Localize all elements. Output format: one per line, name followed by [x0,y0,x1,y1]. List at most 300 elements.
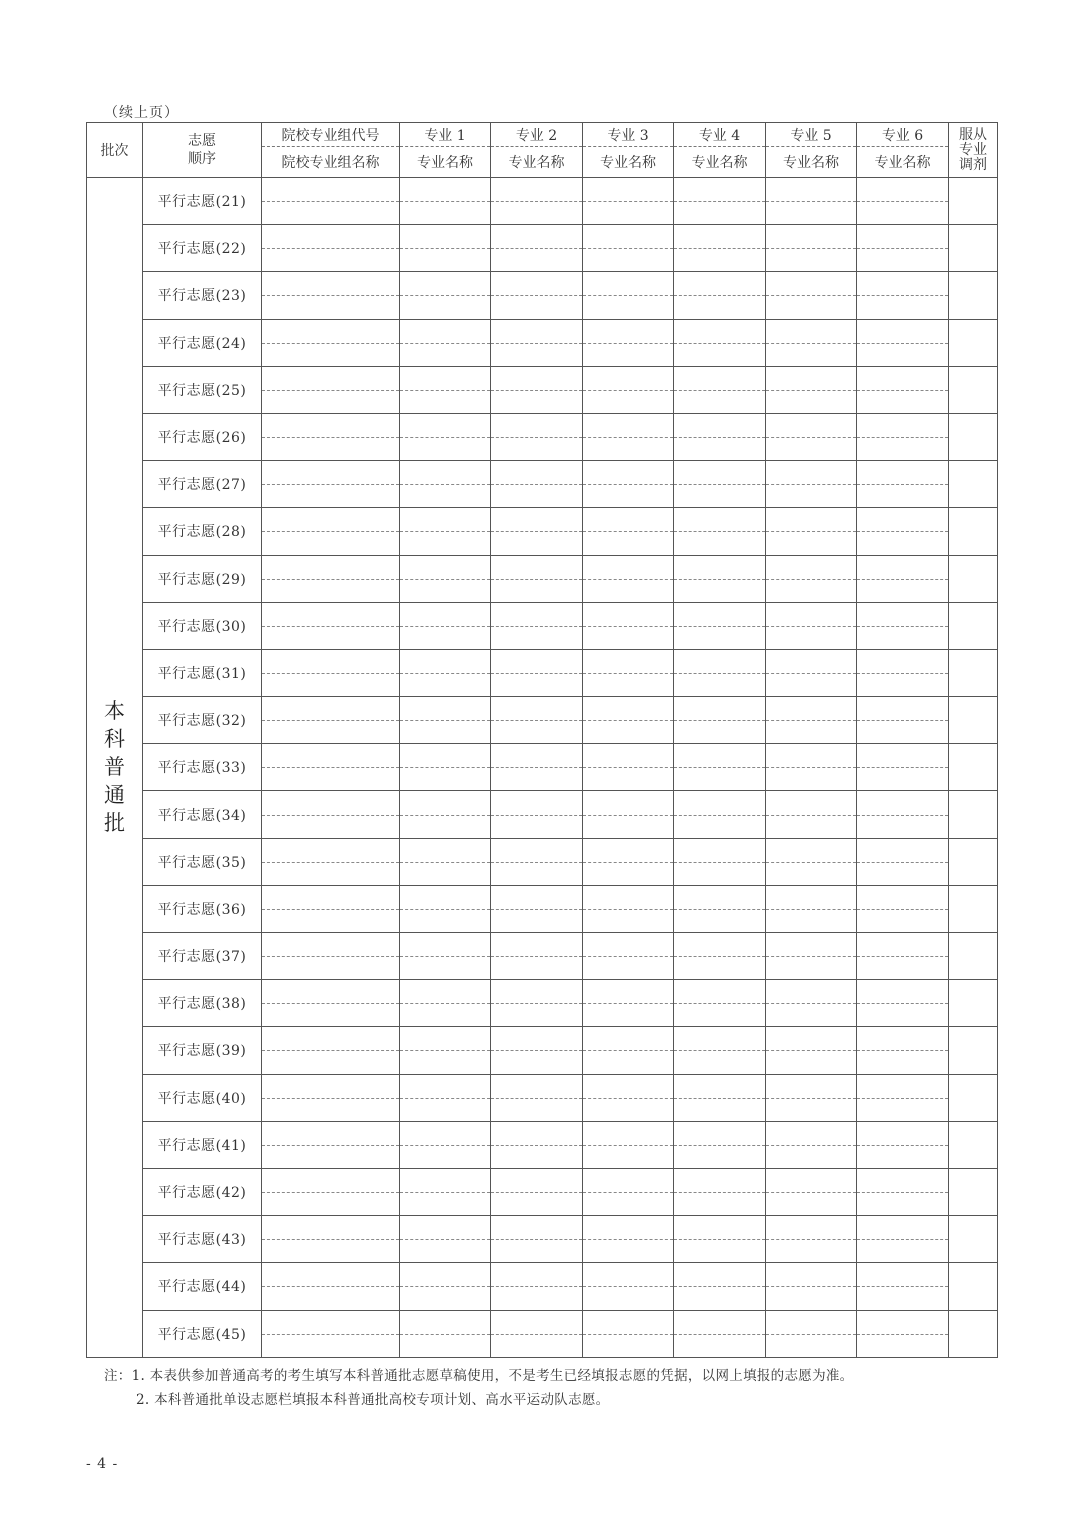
major-4-entry-cell[interactable] [674,980,766,1027]
major-6-entry-cell[interactable] [857,413,949,460]
major-4-entry-cell[interactable] [674,1263,766,1310]
major-4-entry-cell[interactable] [674,1310,766,1357]
major-6-entry-cell[interactable] [857,1168,949,1215]
dashed-divider [766,531,856,532]
major-2-entry-cell[interactable] [491,933,583,980]
volunteer-row [87,933,998,980]
major-4-entry-cell[interactable] [674,885,766,932]
volunteer-number: (29) [215,571,247,588]
major-4-entry-cell[interactable] [674,413,766,460]
adjust-entry-cell[interactable] [949,1121,998,1168]
dashed-divider [400,201,490,202]
major-3-entry-cell[interactable] [583,413,674,460]
group-entry-cell[interactable] [262,980,400,1027]
dashed-divider [491,909,582,910]
major-2-entry-cell[interactable] [491,744,583,791]
major-5-entry-cell[interactable] [766,508,857,555]
major-2-entry-cell[interactable] [491,1310,583,1357]
adjust-entry-cell[interactable] [949,980,998,1027]
major-6-entry-cell[interactable] [857,980,949,1027]
page-number: - 4 - [86,1456,119,1472]
dashed-divider [674,531,765,532]
major-1-entry-cell[interactable] [400,413,491,460]
major-6-entry-cell[interactable] [857,649,949,696]
adjust-entry-cell[interactable] [949,225,998,272]
volunteer-number: (45) [215,1326,247,1343]
major-6-entry-cell[interactable] [857,461,949,508]
group-entry-cell[interactable] [262,366,400,413]
major-3-entry-cell[interactable] [583,697,674,744]
major-3-entry-cell[interactable] [583,602,674,649]
group-entry-cell[interactable] [262,1310,400,1357]
major-6-entry-cell[interactable] [857,1263,949,1310]
major-3-header: 专业 3 [583,123,674,147]
major-1-entry-cell[interactable] [400,933,491,980]
major-2-entry-cell[interactable] [491,697,583,744]
major-1-entry-cell[interactable] [400,838,491,885]
volunteer-order-label [143,461,262,508]
group-entry-cell[interactable] [262,649,400,696]
group-entry-cell[interactable] [262,319,400,366]
major-6-entry-cell[interactable] [857,1310,949,1357]
major-4-entry-cell[interactable] [674,649,766,696]
adjust-entry-cell[interactable] [949,744,998,791]
major-2-entry-cell[interactable] [491,1216,583,1263]
major-2-entry-cell[interactable] [491,461,583,508]
major-5-entry-cell[interactable] [766,1168,857,1215]
major-6-entry-cell[interactable] [857,933,949,980]
major-3-entry-cell[interactable] [583,178,674,225]
adjust-entry-cell[interactable] [949,1027,998,1074]
volunteer-prefix: 平行志愿 [157,1185,216,1202]
major-2-entry-cell[interactable] [491,272,583,319]
major-1-entry-cell[interactable] [400,649,491,696]
major-4-entry-cell[interactable] [674,555,766,602]
major-name-header: 专业名称 [766,147,857,178]
major-4-entry-cell[interactable] [674,744,766,791]
major-name-header: 专业名称 [674,147,766,178]
major-5-entry-cell[interactable] [766,791,857,838]
dashed-divider [766,1050,856,1051]
dashed-divider [766,815,856,816]
major-3-entry-cell[interactable] [583,1168,674,1215]
major-6-entry-cell[interactable] [857,1027,949,1074]
major-2-entry-cell[interactable] [491,1074,583,1121]
adjust-entry-cell[interactable] [949,885,998,932]
major-2-entry-cell[interactable] [491,649,583,696]
dashed-divider [491,767,582,768]
major-3-entry-cell[interactable] [583,366,674,413]
major-1-entry-cell[interactable] [400,461,491,508]
major-2-entry-cell[interactable] [491,1263,583,1310]
group-entry-cell[interactable] [262,1216,400,1263]
volunteer-row [87,1074,998,1121]
major-3-entry-cell[interactable] [583,1216,674,1263]
major-2-entry-cell[interactable] [491,1027,583,1074]
major-1-entry-cell[interactable] [400,697,491,744]
volunteer-prefix: 平行志愿 [157,807,216,824]
major-6-entry-cell[interactable] [857,744,949,791]
dashed-divider [400,815,490,816]
major-3-entry-cell[interactable] [583,1074,674,1121]
major-3-entry-cell[interactable] [583,225,674,272]
dashed-divider [491,1239,582,1240]
major-1-entry-cell[interactable] [400,508,491,555]
volunteer-number: (40) [215,1090,247,1107]
major-2-entry-cell[interactable] [491,1121,583,1168]
dashed-divider [857,1192,948,1193]
major-3-entry-cell[interactable] [583,461,674,508]
major-5-entry-cell[interactable] [766,366,857,413]
major-5-entry-cell[interactable] [766,697,857,744]
adjust-entry-cell[interactable] [949,1074,998,1121]
group-entry-cell[interactable] [262,1027,400,1074]
major-name-header: 专业名称 [400,147,491,178]
major-5-entry-cell[interactable] [766,1027,857,1074]
adjust-entry-cell[interactable] [949,1168,998,1215]
adjust-entry-cell[interactable] [949,933,998,980]
adjust-entry-cell[interactable] [949,1216,998,1263]
volunteer-prefix: 平行志愿 [157,241,216,258]
major-4-entry-cell[interactable] [674,1216,766,1263]
dashed-divider [491,1334,582,1335]
dashed-divider [400,626,490,627]
dashed-divider [583,248,673,249]
dashed-divider [766,626,856,627]
dashed-divider [491,1050,582,1051]
major-3-entry-cell[interactable] [583,980,674,1027]
major-4-entry-cell[interactable] [674,1121,766,1168]
major-5-entry-cell[interactable] [766,838,857,885]
major-2-entry-cell[interactable] [491,413,583,460]
dashed-divider [262,862,399,863]
major-2-entry-cell[interactable] [491,602,583,649]
dashed-divider [857,201,948,202]
major-5-entry-cell[interactable] [766,602,857,649]
adjust-entry-cell[interactable] [949,838,998,885]
volunteer-row [87,744,998,791]
group-entry-cell[interactable] [262,933,400,980]
adjust-entry-cell[interactable] [949,319,998,366]
dashed-divider [857,1003,948,1004]
major-5-entry-cell[interactable] [766,555,857,602]
adjust-entry-cell[interactable] [949,602,998,649]
major-1-entry-cell[interactable] [400,178,491,225]
dashed-divider [583,484,673,485]
dashed-divider [583,1145,673,1146]
major-1-entry-cell[interactable] [400,980,491,1027]
group-entry-cell[interactable] [262,461,400,508]
major-3-entry-cell[interactable] [583,555,674,602]
major-6-entry-cell[interactable] [857,1216,949,1263]
dashed-divider [766,767,856,768]
major-6-entry-cell[interactable] [857,366,949,413]
adjust-entry-cell[interactable] [949,508,998,555]
major-6-entry-cell[interactable] [857,319,949,366]
adjust-entry-cell[interactable] [949,366,998,413]
volunteer-number: (42) [215,1185,247,1202]
major-4-entry-cell[interactable] [674,1027,766,1074]
dashed-divider [583,626,673,627]
major-1-entry-cell[interactable] [400,744,491,791]
dashed-divider [857,909,948,910]
major-4-entry-cell[interactable] [674,791,766,838]
group-entry-cell[interactable] [262,555,400,602]
major-2-entry-cell[interactable] [491,555,583,602]
major-5-entry-cell[interactable] [766,1310,857,1357]
major-3-entry-cell[interactable] [583,319,674,366]
volunteer-prefix: 平行志愿 [157,524,216,541]
major-2-entry-cell[interactable] [491,508,583,555]
dashed-divider [491,815,582,816]
dashed-divider [491,579,582,580]
group-entry-cell[interactable] [262,697,400,744]
dashed-divider [857,626,948,627]
volunteer-prefix: 平行志愿 [157,430,216,447]
major-1-entry-cell[interactable] [400,1168,491,1215]
dashed-divider [766,201,856,202]
dashed-divider [400,295,490,296]
major-6-entry-cell[interactable] [857,178,949,225]
adjust-entry-cell[interactable] [949,1310,998,1357]
volunteer-number: (41) [215,1137,247,1154]
major-6-entry-cell[interactable] [857,272,949,319]
major-3-entry-cell[interactable] [583,508,674,555]
group-entry-cell[interactable] [262,1263,400,1310]
order-header-line2: 顺序 [188,151,216,167]
dashed-divider [262,767,399,768]
group-entry-cell[interactable] [262,1121,400,1168]
major-3-entry-cell[interactable] [583,933,674,980]
volunteer-order-label [143,1263,262,1310]
major-1-entry-cell[interactable] [400,225,491,272]
volunteer-prefix: 平行志愿 [157,1137,216,1154]
dashed-divider [674,437,765,438]
dashed-divider [262,673,399,674]
group-entry-cell[interactable] [262,1074,400,1121]
dashed-divider [857,815,948,816]
dashed-divider [857,248,948,249]
group-entry-cell[interactable] [262,885,400,932]
dashed-divider [766,909,856,910]
dashed-divider [674,201,765,202]
major-3-entry-cell[interactable] [583,744,674,791]
major-5-entry-cell[interactable] [766,933,857,980]
major-1-entry-cell[interactable] [400,272,491,319]
volunteer-number: (39) [215,1043,247,1060]
major-3-entry-cell[interactable] [583,1027,674,1074]
volunteer-number: (33) [215,760,247,777]
dashed-divider [400,1286,490,1287]
major-1-entry-cell[interactable] [400,1074,491,1121]
adjust-entry-cell[interactable] [949,697,998,744]
dashed-divider [400,720,490,721]
dashed-divider [766,295,856,296]
major-1-entry-cell[interactable] [400,1263,491,1310]
major-3-entry-cell[interactable] [583,1263,674,1310]
major-3-entry-cell[interactable] [583,885,674,932]
major-1-entry-cell[interactable] [400,555,491,602]
major-2-entry-cell[interactable] [491,319,583,366]
major-1-entry-cell[interactable] [400,319,491,366]
major-5-entry-cell[interactable] [766,272,857,319]
major-4-entry-cell[interactable] [674,933,766,980]
volunteer-number: (25) [215,382,247,399]
major-name-header: 专业名称 [857,147,949,178]
group-entry-cell[interactable] [262,791,400,838]
major-6-entry-cell[interactable] [857,1121,949,1168]
group-entry-cell[interactable] [262,508,400,555]
major-2-entry-cell[interactable] [491,838,583,885]
major-1-entry-cell[interactable] [400,1027,491,1074]
adjust-entry-cell[interactable] [949,272,998,319]
major-3-entry-cell[interactable] [583,1121,674,1168]
dashed-divider [583,343,673,344]
volunteer-number: (43) [215,1232,247,1249]
notes [104,1364,853,1412]
adjust-entry-cell[interactable] [949,1263,998,1310]
major-1-entry-cell[interactable] [400,1121,491,1168]
major-1-entry-cell[interactable] [400,1216,491,1263]
major-4-entry-cell[interactable] [674,1168,766,1215]
major-1-entry-cell[interactable] [400,1310,491,1357]
group-entry-cell[interactable] [262,838,400,885]
major-3-entry-cell[interactable] [583,1310,674,1357]
dashed-divider [400,909,490,910]
dashed-divider [674,862,765,863]
dashed-divider [674,484,765,485]
major-6-entry-cell[interactable] [857,1074,949,1121]
major-2-entry-cell[interactable] [491,980,583,1027]
major-6-entry-cell[interactable] [857,885,949,932]
major-4-entry-cell[interactable] [674,272,766,319]
major-6-entry-cell[interactable] [857,838,949,885]
major-5-entry-cell[interactable] [766,744,857,791]
dashed-divider [674,626,765,627]
volunteer-order-label [143,933,262,980]
major-1-entry-cell[interactable] [400,791,491,838]
dashed-divider [583,862,673,863]
dashed-divider [583,956,673,957]
major-2-entry-cell[interactable] [491,885,583,932]
major-4-entry-cell[interactable] [674,225,766,272]
adjust-entry-cell[interactable] [949,178,998,225]
dashed-divider [857,1098,948,1099]
dashed-divider [674,1003,765,1004]
major-6-entry-cell[interactable] [857,791,949,838]
major-4-entry-cell[interactable] [674,319,766,366]
major-5-entry-cell[interactable] [766,178,857,225]
major-3-entry-cell[interactable] [583,272,674,319]
volunteer-order-label [143,697,262,744]
group-entry-cell[interactable] [262,602,400,649]
dashed-divider [857,1286,948,1287]
volunteer-order-label [143,1310,262,1357]
major-4-entry-cell[interactable] [674,697,766,744]
volunteer-number: (21) [215,194,247,211]
major-5-entry-cell[interactable] [766,980,857,1027]
major-2-entry-cell[interactable] [491,1168,583,1215]
major-4-entry-cell[interactable] [674,461,766,508]
adjust-entry-cell[interactable] [949,555,998,602]
major-4-entry-cell[interactable] [674,838,766,885]
major-6-entry-cell[interactable] [857,555,949,602]
volunteer-prefix: 平行志愿 [157,335,216,352]
major-2-entry-cell[interactable] [491,225,583,272]
major-5-entry-cell[interactable] [766,319,857,366]
major-4-entry-cell[interactable] [674,178,766,225]
major-5-entry-cell[interactable] [766,1074,857,1121]
volunteer-prefix: 平行志愿 [157,901,216,918]
volunteer-order-label [143,1168,262,1215]
volunteer-row [87,980,998,1027]
adjust-header-text: 服从专业调剂 [959,126,987,173]
major-1-entry-cell[interactable] [400,885,491,932]
major-1-entry-cell[interactable] [400,602,491,649]
volunteer-number: (44) [215,1279,247,1296]
major-4-entry-cell[interactable] [674,366,766,413]
major-2-entry-cell[interactable] [491,791,583,838]
major-5-entry-cell[interactable] [766,461,857,508]
dashed-divider [400,1334,490,1335]
major-3-entry-cell[interactable] [583,649,674,696]
volunteer-row [87,602,998,649]
volunteer-number: (31) [215,665,247,682]
major-3-entry-cell[interactable] [583,838,674,885]
major-5-entry-cell[interactable] [766,649,857,696]
adjust-entry-cell[interactable] [949,649,998,696]
dashed-divider [766,1145,856,1146]
major-5-entry-cell[interactable] [766,885,857,932]
major-4-entry-cell[interactable] [674,508,766,555]
dashed-divider [491,1145,582,1146]
major-4-entry-cell[interactable] [674,1074,766,1121]
major-6-entry-cell[interactable] [857,225,949,272]
adjust-entry-cell[interactable] [949,791,998,838]
volunteer-order-label [143,272,262,319]
major-5-entry-cell[interactable] [766,1121,857,1168]
major-5-entry-cell[interactable] [766,225,857,272]
major-6-entry-cell[interactable] [857,508,949,555]
adjust-entry-cell[interactable] [949,413,998,460]
group-entry-cell[interactable] [262,178,400,225]
adjust-entry-cell[interactable] [949,461,998,508]
group-entry-cell[interactable] [262,272,400,319]
dashed-divider [674,1334,765,1335]
dashed-divider [857,720,948,721]
group-entry-cell[interactable] [262,413,400,460]
group-entry-cell[interactable] [262,1168,400,1215]
major-2-entry-cell[interactable] [491,366,583,413]
major-5-entry-cell[interactable] [766,1216,857,1263]
major-3-entry-cell[interactable] [583,791,674,838]
dashed-divider [491,343,582,344]
major-6-entry-cell[interactable] [857,602,949,649]
major-6-header: 专业 6 [857,123,949,147]
dashed-divider [400,1145,490,1146]
group-entry-cell[interactable] [262,225,400,272]
major-1-entry-cell[interactable] [400,366,491,413]
major-2-entry-cell[interactable] [491,178,583,225]
group-entry-cell[interactable] [262,744,400,791]
major-5-entry-cell[interactable] [766,413,857,460]
dashed-divider [491,484,582,485]
volunteer-prefix: 平行志愿 [157,996,216,1013]
dashed-divider [400,1003,490,1004]
major-4-entry-cell[interactable] [674,602,766,649]
major-6-entry-cell[interactable] [857,697,949,744]
major-5-entry-cell[interactable] [766,1263,857,1310]
